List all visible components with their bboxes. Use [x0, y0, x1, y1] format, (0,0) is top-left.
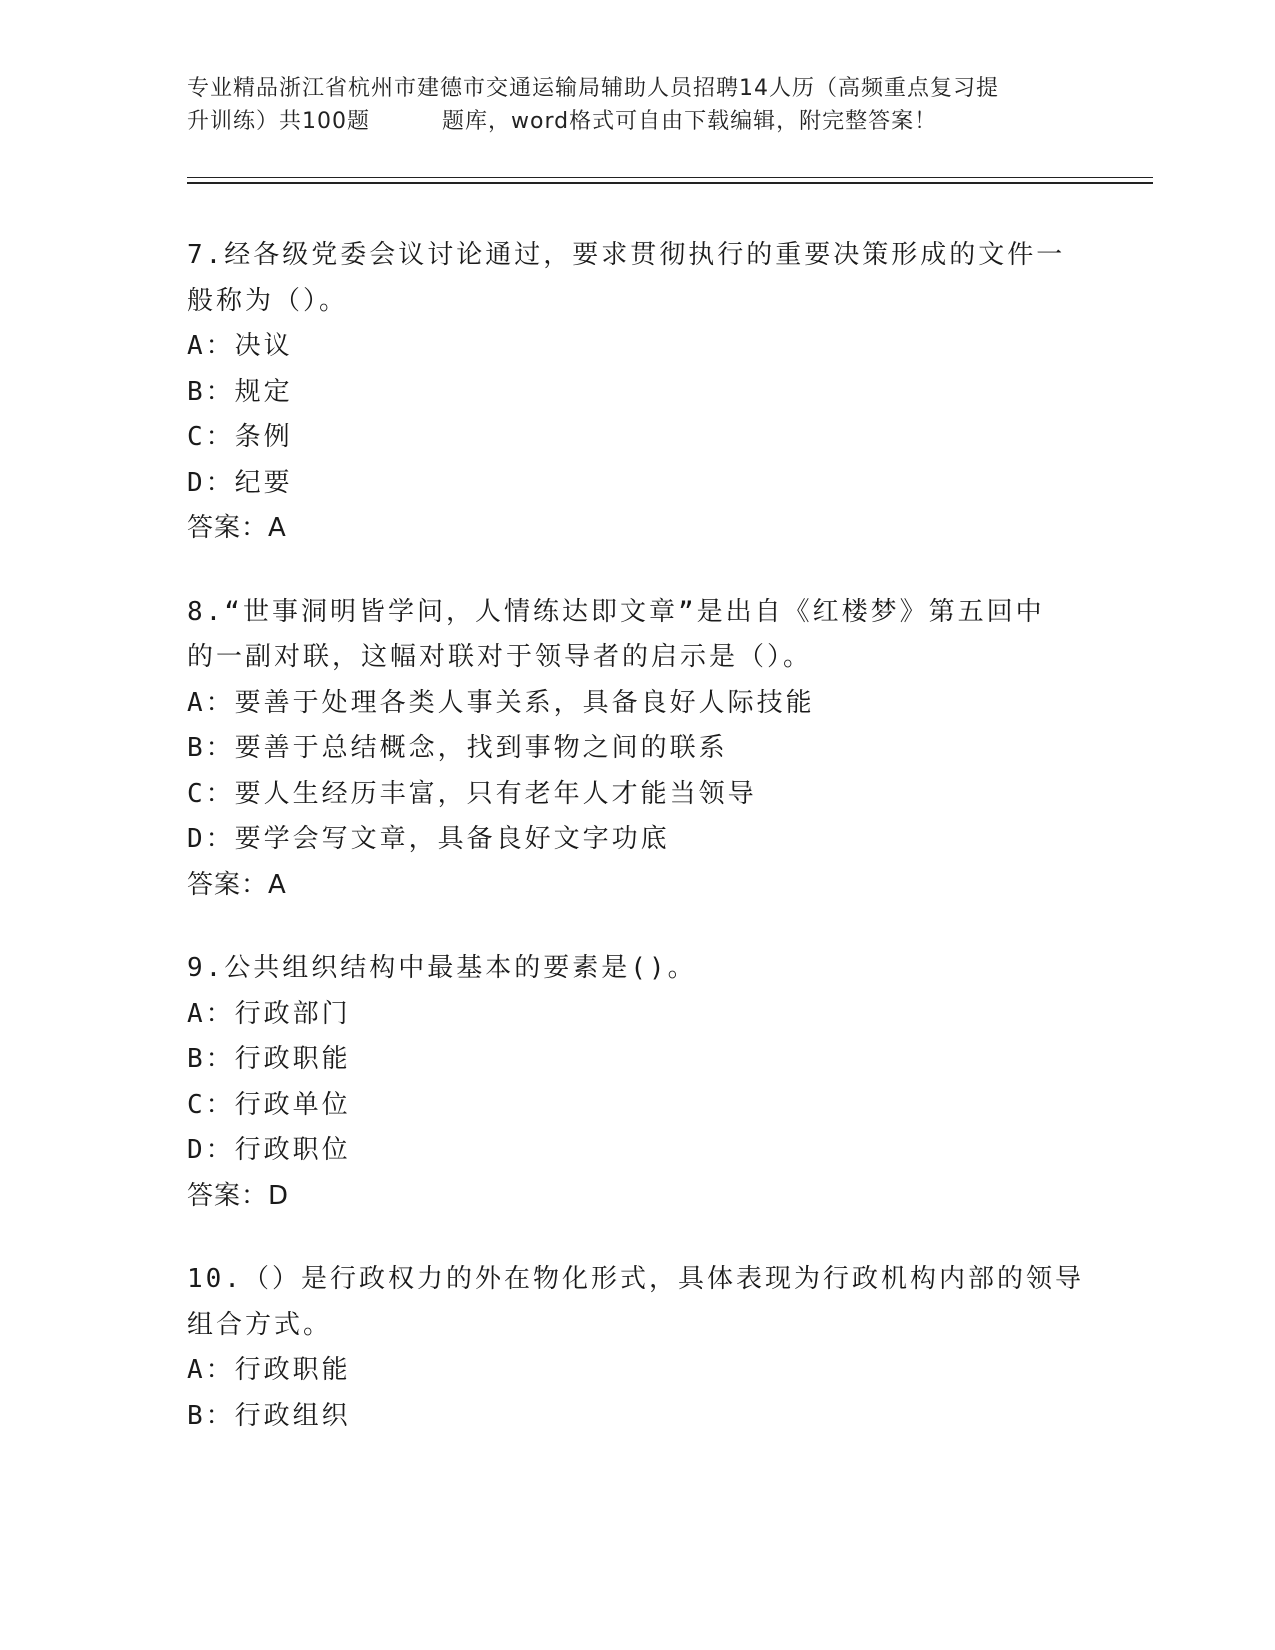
option-a: A：行政职能	[187, 1355, 351, 1385]
header-divider-thick	[187, 182, 1153, 184]
option-b: B：要善于总结概念，找到事物之间的联系	[187, 733, 728, 763]
question-stem: 组合方式。	[187, 1309, 333, 1340]
option-b: B：行政职能	[187, 1044, 351, 1074]
option-d: D：要学会写文章，具备良好文字功底	[187, 824, 670, 854]
answer: 答案：D	[187, 1180, 290, 1211]
option-a: A：要善于处理各类人事关系，具备良好人际技能	[187, 687, 815, 718]
header-line-2-part-2: 题库，word格式可自由下载编辑，附完整答案！	[442, 109, 938, 134]
option-b: B：规定	[187, 376, 293, 407]
question-stem: 7.经各级党委会议讨论通过，要求贯彻执行的重要决策形成的文件一	[187, 240, 1066, 270]
question-9	[187, 946, 1087, 1219]
answer: 答案：A	[187, 869, 287, 900]
option-c: C：条例	[187, 422, 293, 452]
question-stem: 10.（）是行政权力的外在物化形式，具体表现为行政机构内部的领导	[187, 1264, 1084, 1294]
question-stem: 的一副对联，这幅对联对于领导者的启示是（）。	[187, 642, 813, 672]
question-list	[187, 233, 1087, 1477]
question-stem: 9.公共组织结构中最基本的要素是()。	[187, 953, 697, 983]
question-stem: 般称为（）。	[187, 285, 349, 316]
question-7	[187, 233, 1087, 552]
header-line-1: 专业精品浙江省杭州市建德市交通运输局辅助人员招聘14人历（高频重点复习提	[187, 76, 999, 101]
header-divider-thin	[187, 177, 1153, 178]
option-c: C：行政单位	[187, 1089, 351, 1120]
answer: 答案：A	[187, 513, 287, 543]
question-8	[187, 590, 1087, 909]
option-d: D：纪要	[187, 467, 293, 498]
option-a: A：决议	[187, 331, 293, 361]
header-line-2-part-1: 升训练）共100题	[187, 109, 370, 134]
question-10	[187, 1257, 1087, 1439]
option-a: A：行政部门	[187, 998, 351, 1029]
header-line-2	[187, 105, 1077, 138]
question-stem: 8.“世事洞明皆学问，人情练达即文章”是出自《红楼梦》第五回中	[187, 596, 1045, 627]
option-b: B：行政组织	[187, 1400, 351, 1431]
option-c: C：要人生经历丰富，只有老年人才能当领导	[187, 778, 757, 809]
document-header	[187, 72, 1077, 138]
option-d: D：行政职位	[187, 1135, 351, 1165]
